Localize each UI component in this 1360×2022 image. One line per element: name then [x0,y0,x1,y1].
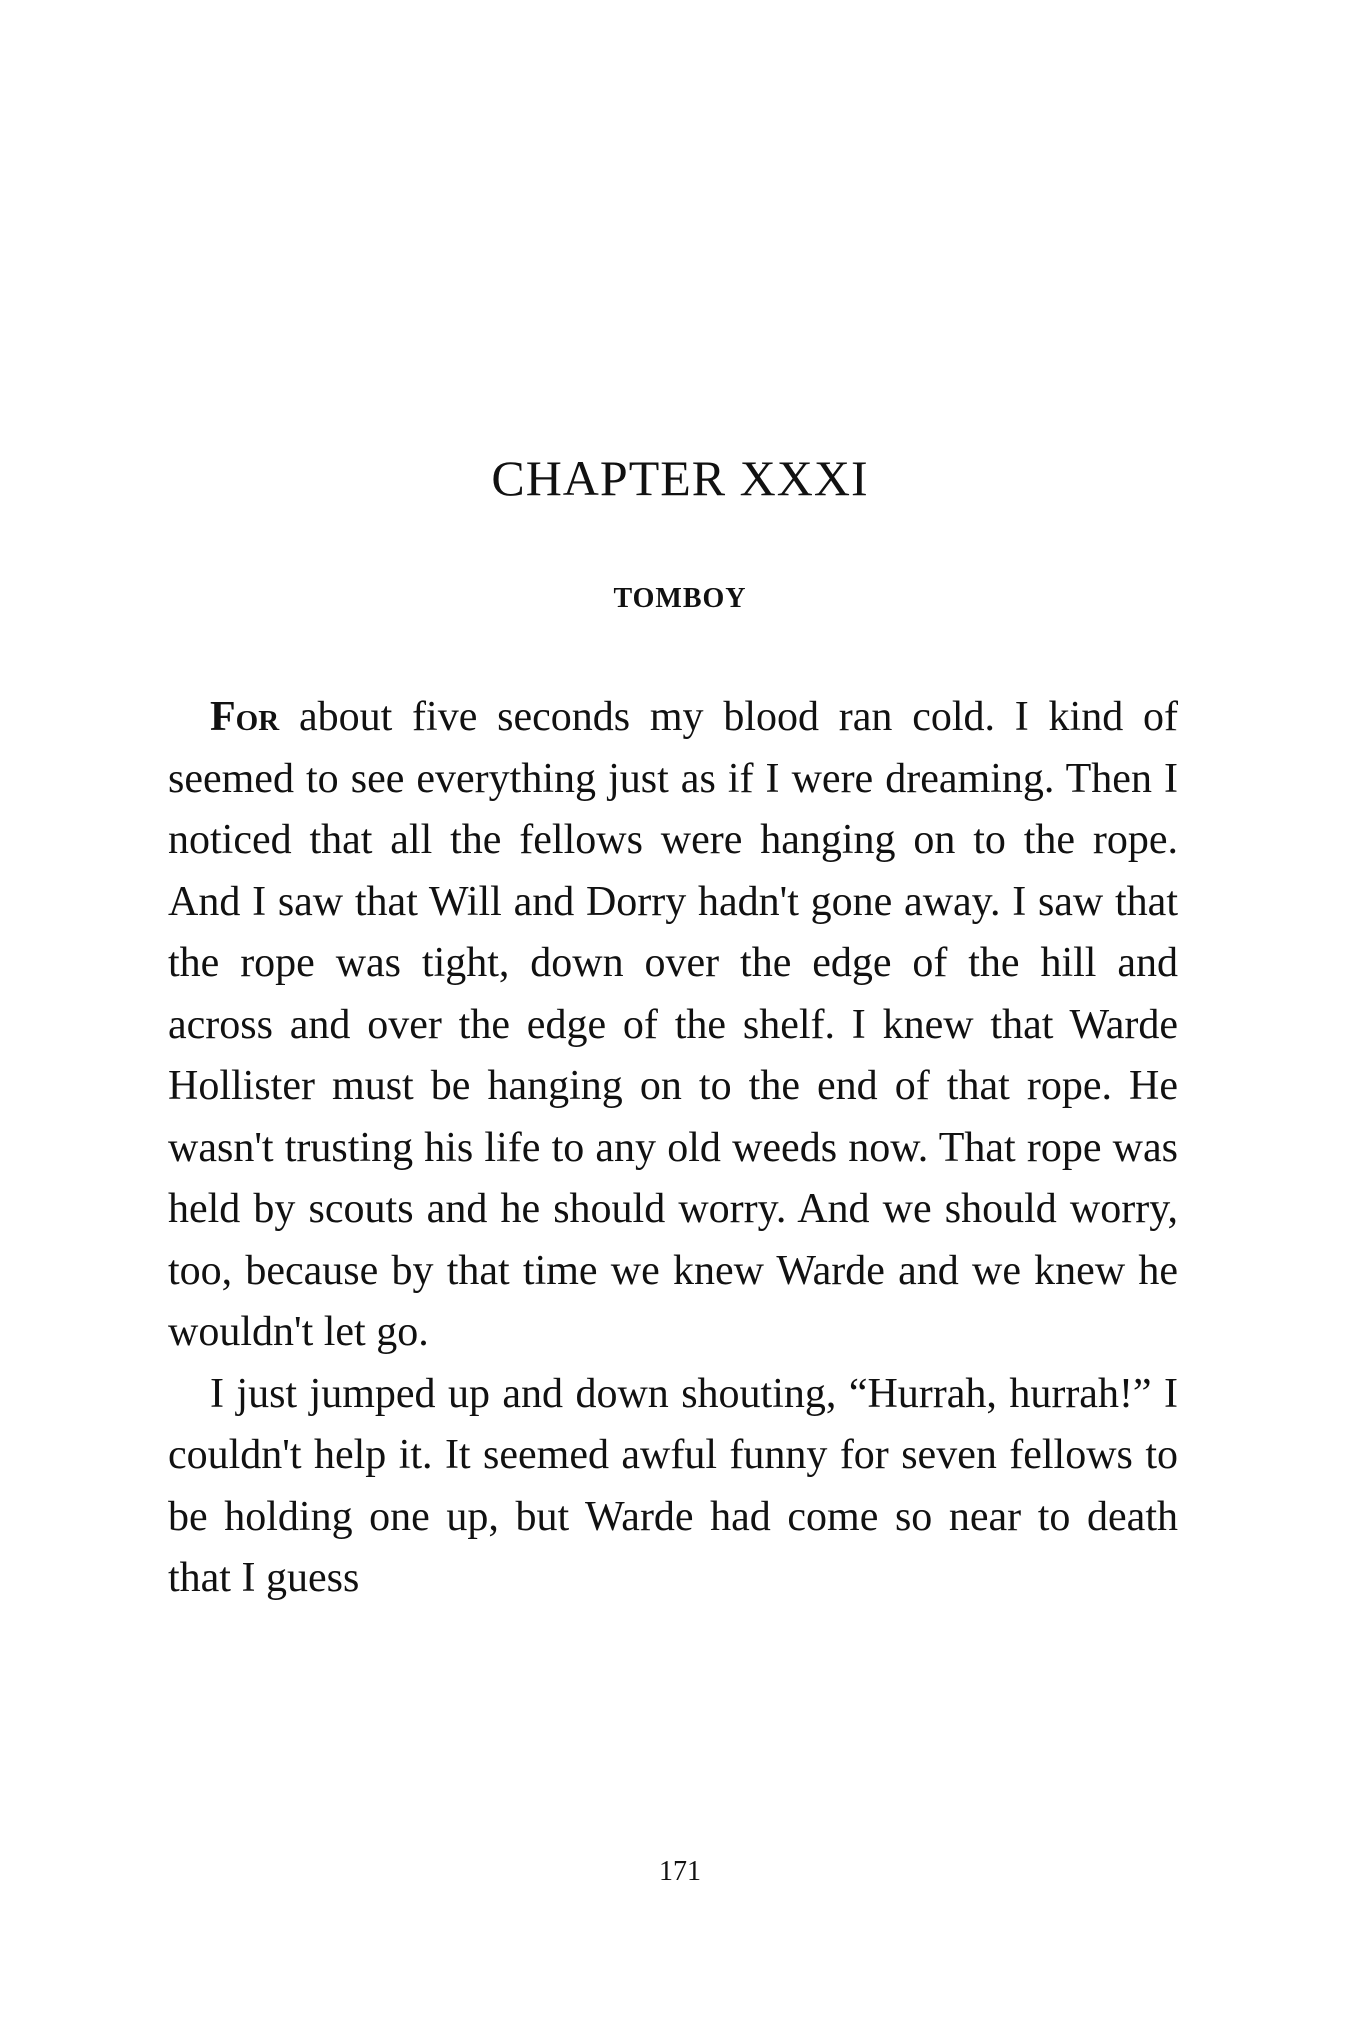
page-number: 171 [659,1856,701,1887]
paragraph [168,687,1178,1364]
paragraph [168,1364,1178,1610]
chapter-title: TOMBOY [613,583,747,614]
chapter-heading: CHAPTER XXXI [491,450,869,506]
paragraph-text: about five seconds my blood ran cold. I kind of seemed to see everything just as if I were dreaming. Then I noticed that all the fellows were hanging on to the rope. And I saw that Will and Dorry hadn't gone away. I saw that the rope was tight, down over the edge of the hill and across and over the edge of the shelf. I knew that Warde Hollister must be hanging on to the end of that rope. He wasn't trusting his life to any old weeds now. That rope was held by scouts and he should worry. And we should worry, too, because by that time we knew Warde and we knew he wouldn't let go. [168,694,1178,1355]
paragraph-text: I just jumped up and down shouting, “Hurrah, hurrah!” I couldn't help it. It seemed awful funny for seven fellows to be holding one up, but Warde had come so near to death that I guess [168,1370,1178,1601]
body-text [168,687,1178,1610]
paragraph-lead-word: For [210,694,280,740]
